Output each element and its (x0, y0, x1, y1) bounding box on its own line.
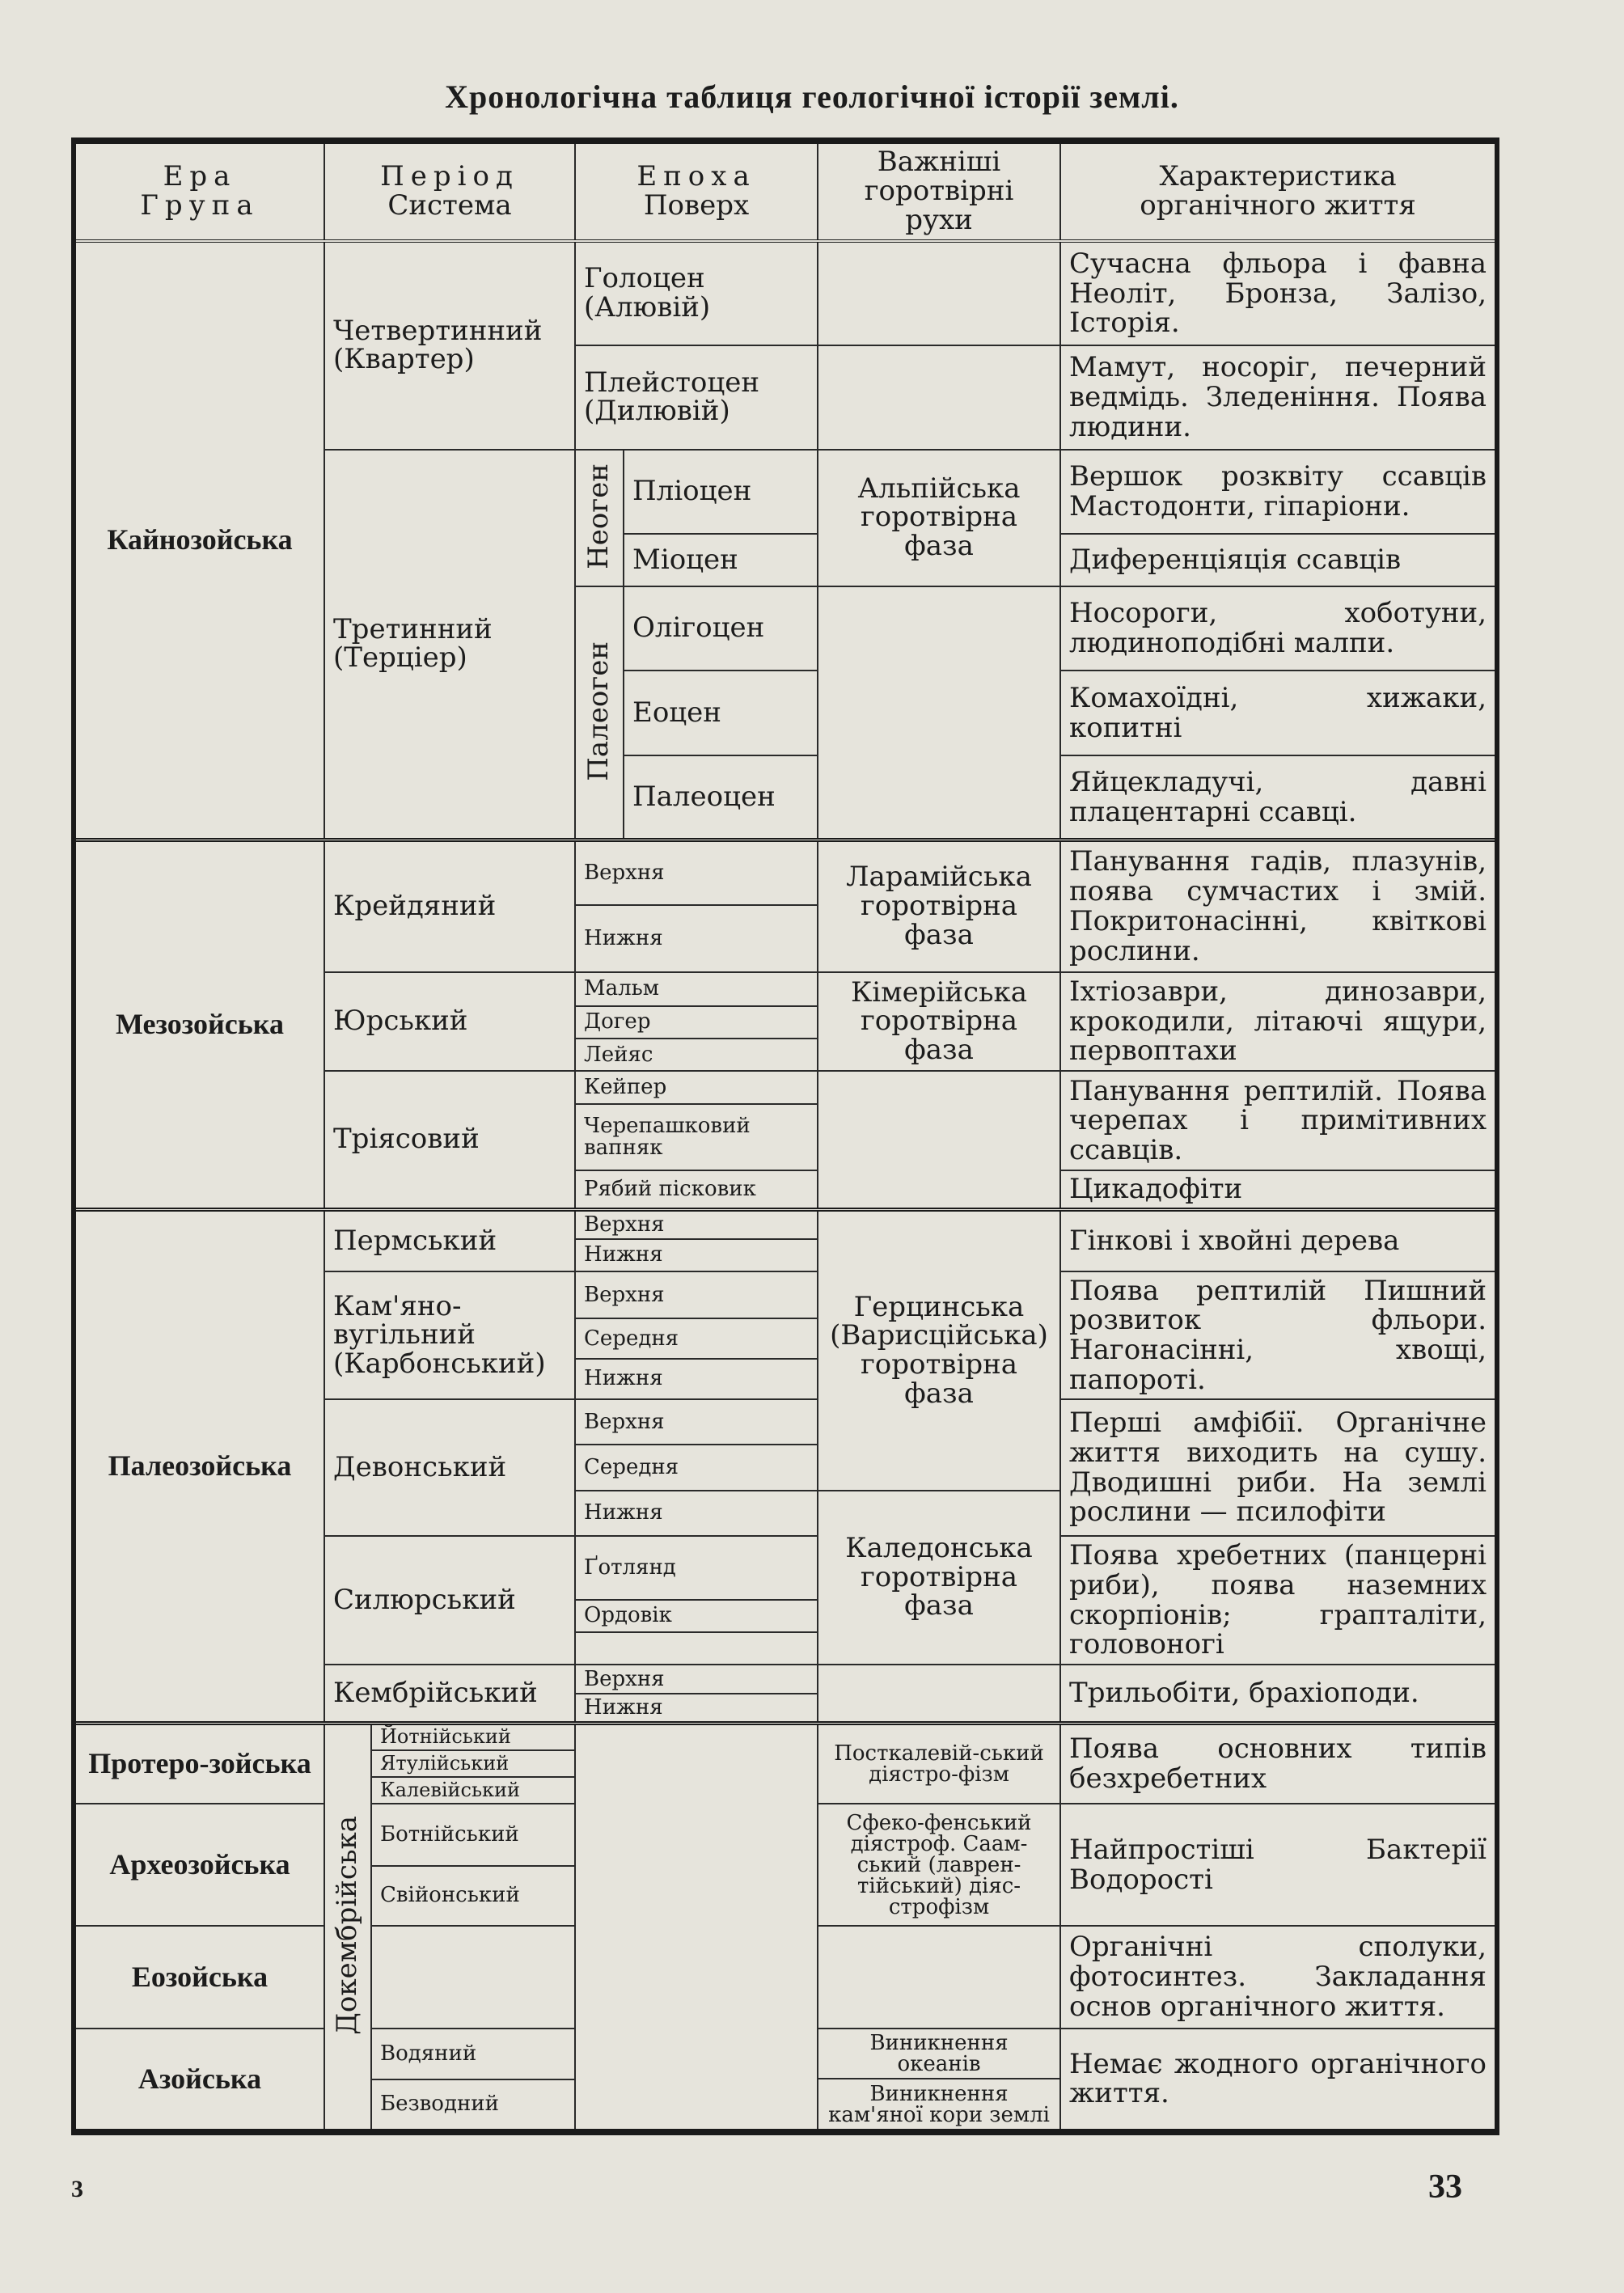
epoch-pleistocene: Плейстоцен (Дилювій) (575, 345, 818, 450)
epoch-permian-upper: Верхня (575, 1210, 818, 1239)
epoch-oligocene: Олігоцен (624, 586, 818, 671)
epoch-empty (575, 1724, 818, 2132)
movement-empty (818, 345, 1060, 450)
epoch-devonian-upper: Верхня (575, 1399, 818, 1445)
life-cretaceous: Панування гадів, плазунів, поява сумчастих і змій. Покритонасінні, квіткові рослини. (1060, 840, 1497, 972)
subdivision-bothnian: Ботнійський (371, 1804, 575, 1865)
period-devonian: Девонський (324, 1399, 575, 1536)
life-azoic: Немає жодного органічного життя. (1060, 2029, 1497, 2132)
epoch-devonian-middle: Середня (575, 1445, 818, 1490)
movement-crust: Виникнення кам'яної кори землі (818, 2079, 1060, 2132)
page-title: Хронологічна таблиця геологічної історії землі. (445, 78, 1179, 115)
epoch-carboniferous-middle: Середня (575, 1318, 818, 1359)
life-cambrian: Трильобіти, брахіоподи. (1060, 1665, 1497, 1723)
movement-empty (818, 1071, 1060, 1209)
movement-postkalevian: Посткалевій-ський діястро-фізм (818, 1724, 1060, 1804)
subdivision-kalevian: Калевійський (371, 1777, 575, 1804)
movement-hercynian: Герцинська (Варисційська) горотвірна фаза (818, 1210, 1060, 1491)
period-cretaceous: Крейдяний (324, 840, 575, 972)
movement-oceans: Виникнення океанів (818, 2029, 1060, 2079)
period-quaternary: Четвертинний (Квартер) (324, 241, 575, 450)
era-azoic: Азойська (74, 2029, 324, 2132)
era-mesozoic: Мезозойська (74, 840, 324, 1210)
header-epoch: Епоха Поверх (575, 141, 818, 241)
subdivision-jatulian: Ятулійський (371, 1750, 575, 1777)
life-silurian: Поява хребетних (панцерні риби), поява наземних скорпіонів; грапталіти, головоногі (1060, 1536, 1497, 1665)
subdivision-empty (371, 1926, 575, 2029)
era-eozoic: Еозойська (74, 1926, 324, 2029)
life-proterozoic: Поява основних типів безхребетних (1060, 1724, 1497, 1804)
life-eocene: Комахоїдні, хижаки, копитні (1060, 671, 1497, 755)
period-jurassic: Юрський (324, 972, 575, 1072)
epoch-carboniferous-lower: Нижня (575, 1359, 818, 1399)
life-pleistocene: Мамут, носоріг, печерний ведмідь. Зледеніння. Поява людини. (1060, 345, 1497, 450)
life-devonian: Перші амфібії. Органічне життя виходить на сушу. Дводишні риби. На землі рослини — псилофіти (1060, 1399, 1497, 1536)
life-pliocene: Вершок розквіту ссавців Мастодонти, гіпаріони. (1060, 450, 1497, 535)
epoch-ordovician-cont (575, 1632, 818, 1665)
movement-empty (818, 241, 1060, 345)
subdivision-jotnian: Йотнійський (371, 1724, 575, 1750)
movement-alpine: Альпійська горотвірна фаза (818, 450, 1060, 586)
epoch-lias: Лейяс (575, 1039, 818, 1071)
period-permian: Пермський (324, 1210, 575, 1271)
life-archeozoic: Найпростіші Бактерії Водорості (1060, 1804, 1497, 1926)
header-row (74, 141, 1497, 241)
epoch-permian-lower: Нижня (575, 1239, 818, 1271)
epoch-devonian-lower: Нижня (575, 1491, 818, 1536)
epoch-malm: Мальм (575, 972, 818, 1006)
period-precambrian: Докембрійська (324, 1724, 371, 2132)
period-cambrian: Кембрійський (324, 1665, 575, 1723)
movement-laramide: Ларамійська горотвірна фаза (818, 840, 1060, 972)
epoch-gotland: Ґотлянд (575, 1536, 818, 1600)
epoch-paleocene: Палеоцен (624, 755, 818, 840)
page-number: 33 (1428, 2168, 1462, 2206)
period-triassic: Тріясовий (324, 1071, 575, 1209)
epoch-cretaceous-lower: Нижня (575, 905, 818, 972)
life-jurassic: Іхтіозаври, динозаври, крокодили, літаючі ящури, первоптахи (1060, 972, 1497, 1072)
movement-cimmerian: Кімерійська горотвірна фаза (818, 972, 1060, 1072)
era-archeozoic: Археозойська (74, 1804, 324, 1926)
header-era: Ера Група (74, 141, 324, 241)
era-proterozoic: Протеро-зойська (74, 1724, 324, 1804)
group-paleogene: Палеоген (575, 586, 624, 840)
epoch-carboniferous-upper: Верхня (575, 1271, 818, 1318)
life-oligocene: Носороги, хоботуни, людиноподібні малпи. (1060, 586, 1497, 671)
epoch-cretaceous-upper: Верхня (575, 840, 818, 906)
life-eozoic: Органічні сполуки, фотосинтез. Закладання основ органічного життя. (1060, 1926, 1497, 2029)
header-period: Період Система (324, 141, 575, 241)
epoch-cambrian-lower: Нижня (575, 1694, 818, 1723)
epoch-muschelkalk: Черепашковий вапняк (575, 1104, 818, 1171)
period-tertiary: Третинний (Терціер) (324, 450, 575, 840)
header-life: Характеристика органічного життя (1060, 141, 1497, 241)
epoch-keuper: Кейпер (575, 1071, 818, 1103)
movement-empty (818, 1665, 1060, 1723)
movement-svecofennian: Сфеко-фенський діястроф. Саам-ський (лаврен-тійський) діяс-строфізм (818, 1804, 1060, 1926)
epoch-bunter: Рябий пісковик (575, 1170, 818, 1210)
period-carboniferous: Кам'яно-вугільний (Карбонський) (324, 1271, 575, 1399)
era-cenozoic: Кайнозойська (74, 241, 324, 840)
epoch-eocene: Еоцен (624, 671, 818, 755)
group-neogene: Неоген (575, 450, 624, 586)
epoch-ordovician: Ордовік (575, 1600, 818, 1632)
life-permian: Гінкові і хвойні дерева (1060, 1210, 1497, 1271)
epoch-miocene: Міоцен (624, 534, 818, 586)
life-miocene: Диференціяція ссавців (1060, 534, 1497, 586)
period-silurian: Силюрський (324, 1536, 575, 1665)
movement-empty (818, 586, 1060, 840)
life-holocene: Сучасна фльора і фавна Неоліт, Бронза, Залізо, Історія. (1060, 241, 1497, 345)
subdivision-anhydrous: Безводний (371, 2079, 575, 2132)
era-paleozoic: Палеозойська (74, 1210, 324, 1724)
movement-caledonian: Каледонська горотвірна фаза (818, 1491, 1060, 1665)
geology-table (71, 137, 1499, 2135)
life-paleocene: Яйцекладучі, давні плацентарні ссавці. (1060, 755, 1497, 840)
epoch-holocene: Голоцен (Алювій) (575, 241, 818, 345)
life-carboniferous: Поява рептилій Пишний розвиток фльори. Нагонасінні, хвощі, папороті. (1060, 1271, 1497, 1399)
life-cycadophytes: Цикадофіти (1060, 1170, 1497, 1210)
epoch-pliocene: Пліоцен (624, 450, 818, 535)
life-triassic: Панування рептилій. Поява черепах і примітивних ссавців. (1060, 1071, 1497, 1170)
subdivision-aqueous: Водяний (371, 2029, 575, 2079)
movement-empty (818, 1926, 1060, 2029)
subdivision-svionian: Свійонський (371, 1866, 575, 1926)
epoch-cambrian-upper: Верхня (575, 1665, 818, 1694)
signature-mark: 3 (71, 2176, 83, 2202)
header-movements: Важніші горотвірні рухи (818, 141, 1060, 241)
epoch-dogger: Догер (575, 1006, 818, 1039)
